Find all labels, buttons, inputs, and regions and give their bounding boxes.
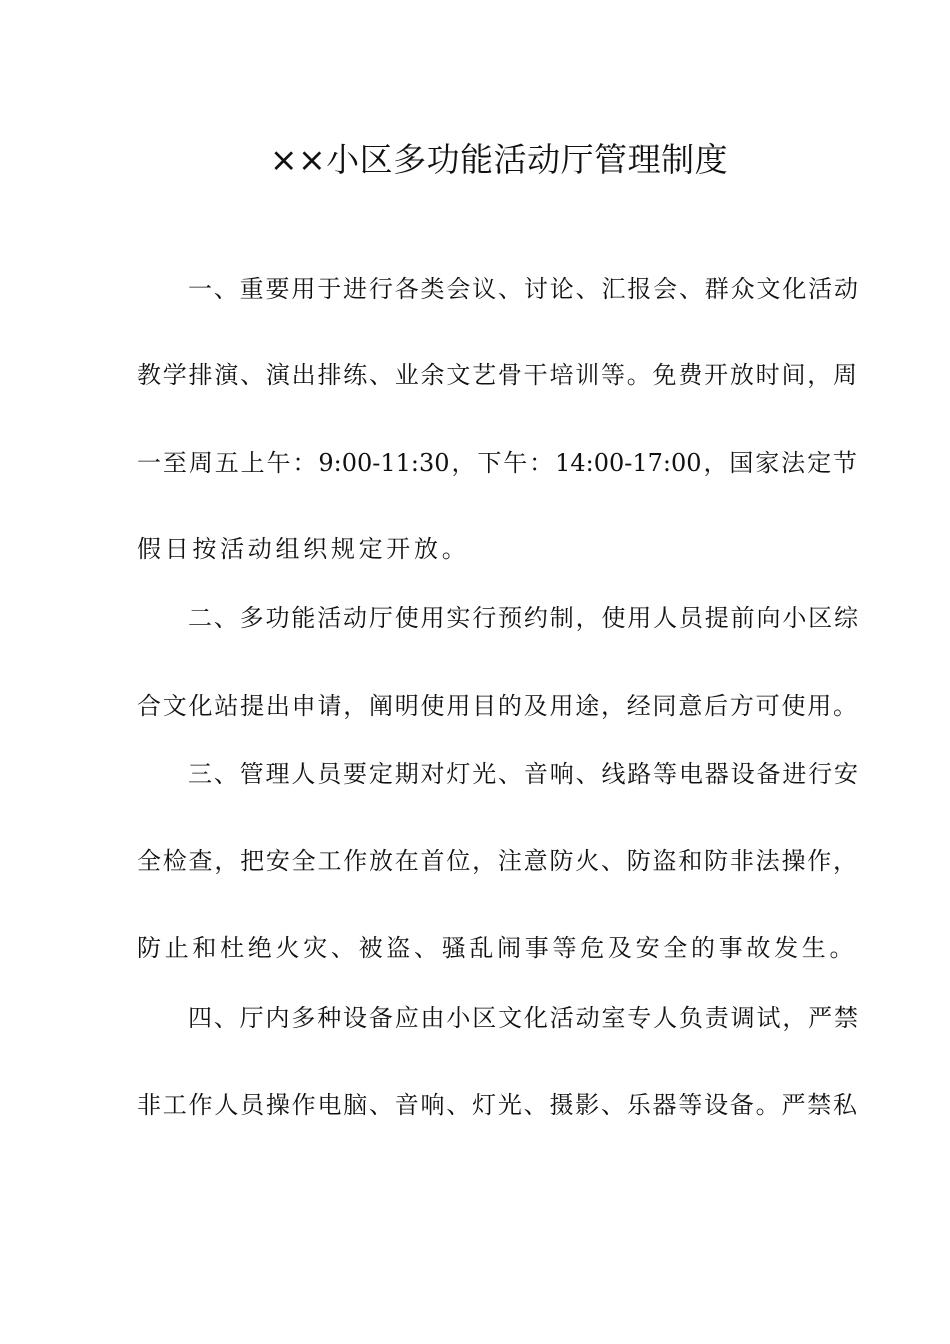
paragraph-4-line-2: 非工作人员操作电脑、音响、灯光、摄影、乐器等设备。严禁私 — [137, 1091, 857, 1119]
paragraph-2-line-1: 二、多功能活动厅使用实行预约制，使用人员提前向小区综 — [188, 604, 858, 632]
paragraph-4-line-1: 四、厅内多种设备应由小区文化活动室专人负责调试，严禁 — [188, 1004, 858, 1032]
paragraph-1-line-2: 教学排演、演出排练、业余文艺骨干培训等。免费开放时间，周 — [137, 361, 857, 389]
document-title: ××小区多功能活动厅管理制度 — [269, 140, 729, 179]
paragraph-3-line-1: 三、管理人员要定期对灯光、音响、线路等电器设备进行安 — [188, 760, 858, 788]
paragraph-1-line-4: 假日按活动组织规定开放。 — [137, 535, 470, 563]
paragraph-3-line-3: 防止和杜绝火灾、被盗、骚乱闹事等危及安全的事故发生。 — [137, 934, 858, 962]
paragraph-1-line-1: 一、重要用于进行各类会议、讨论、汇报会、群众文化活动 — [188, 275, 858, 303]
paragraph-3-line-2: 全检查，把安全工作放在首位，注意防火、防盗和防非法操作， — [137, 847, 857, 875]
paragraph-2-line-2: 合文化站提出申请，阐明使用目的及用途，经同意后方可使用。 — [137, 692, 857, 720]
paragraph-1-line-3: 一至周五上午：9:00-11:30，下午：14:00-17:00，国家法定节 — [137, 449, 857, 477]
